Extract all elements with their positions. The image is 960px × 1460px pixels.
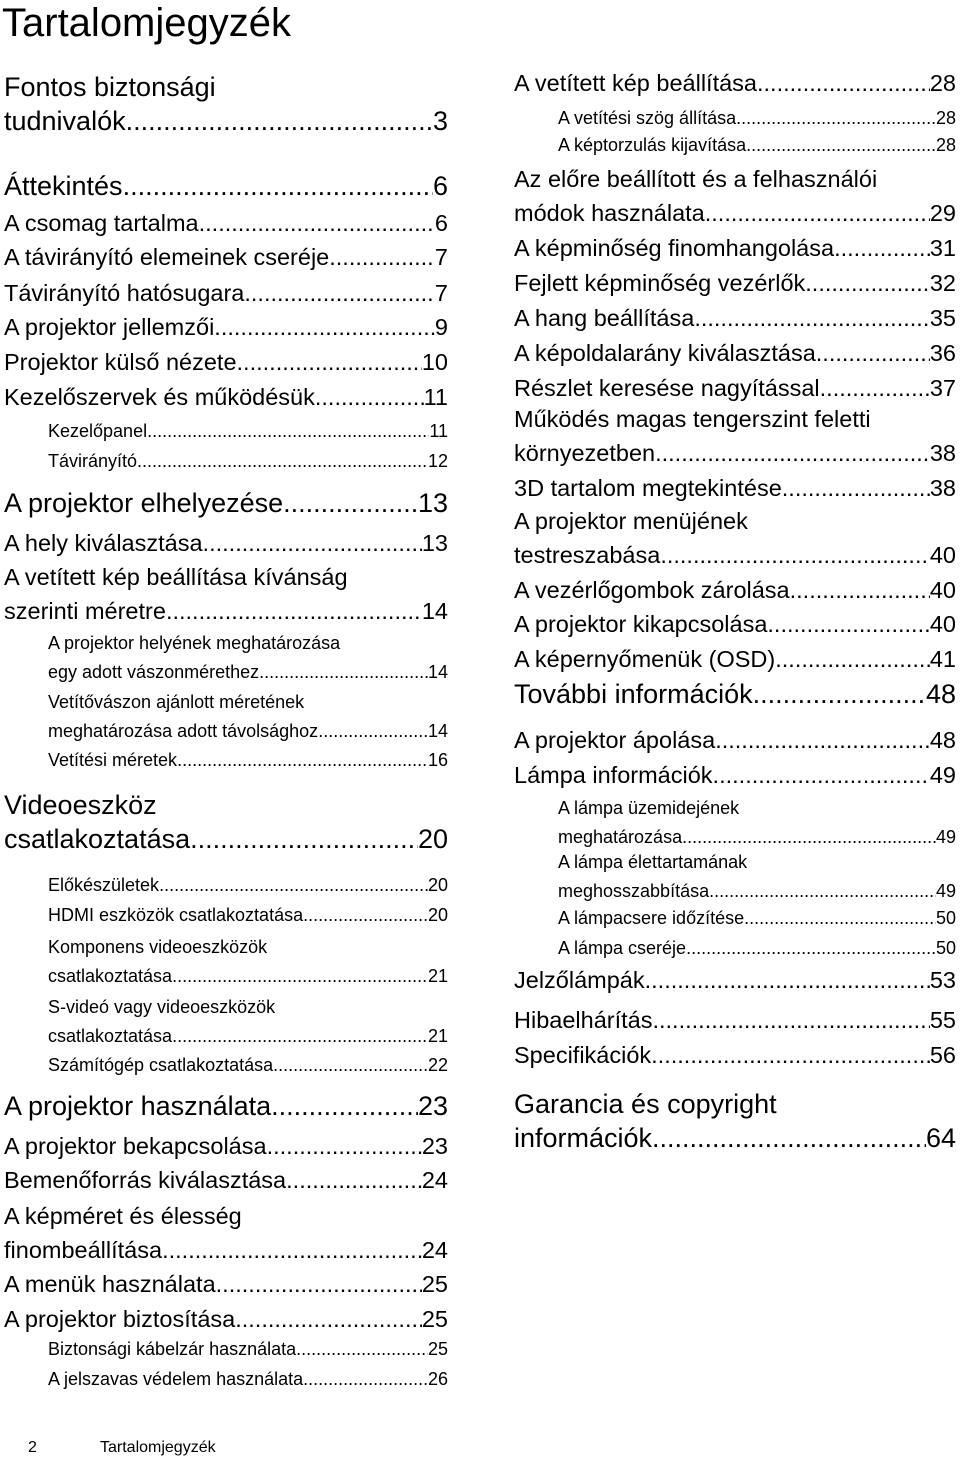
toc-entry-garancia-es-copyright-informaciok[interactable]	[514, 1087, 956, 1155]
dot-leader	[190, 822, 418, 856]
toc-page-number: 40	[929, 542, 956, 568]
toc-entry-a-projektor-kikapcsolasa[interactable]	[514, 607, 956, 641]
toc-page-number: 48	[925, 679, 956, 709]
dot-leader	[159, 871, 428, 900]
toc-page-number: 21	[427, 966, 448, 986]
toc-page-number: 37	[929, 375, 956, 401]
toc-entry-a-kepernyomenuk-osd[interactable]	[514, 642, 956, 676]
footer-section-title: Tartalomjegyzék	[100, 1439, 216, 1456]
dot-leader	[694, 301, 930, 335]
toc-entry-title: Számítógép csatlakoztatása	[48, 1055, 274, 1075]
toc-entry-title: A menük használata	[4, 1271, 216, 1297]
toc-page-number: 23	[417, 1091, 448, 1121]
dot-leader	[686, 934, 936, 963]
toc-entry-az-elore-beallitott-es-a-felhasznaloi-mo[interactable]	[514, 162, 956, 230]
toc-entry-a-projektor-helyenek-meghatarozasa-egy-a[interactable]	[4, 629, 448, 687]
toc-page-number: 23	[421, 1133, 448, 1159]
toc-page-number: 56	[929, 1042, 956, 1068]
dot-leader	[652, 1121, 926, 1155]
toc-entry-title: Vetítési méretek	[48, 750, 178, 770]
toc-page-number: 20	[427, 875, 448, 895]
toc-entry-title: A képernyőmenük (OSD)	[514, 646, 776, 672]
dot-leader	[757, 66, 930, 100]
toc-entry-title: A projektor használata	[4, 1091, 272, 1121]
toc-entry-title: Kezelőpanel	[48, 421, 148, 441]
toc-entry-title: A lámpa üzemidejének	[558, 798, 740, 818]
toc-entry-title: A jelszavas védelem használata	[48, 1369, 304, 1389]
toc-page-number: 38	[929, 440, 956, 466]
dot-leader	[767, 607, 929, 641]
toc-page-number: 29	[929, 200, 956, 226]
toc-entry-title: csatlakoztatása	[48, 966, 173, 986]
dot-leader	[816, 336, 930, 370]
toc-entry-a-projektor-bekapcsolasa[interactable]	[4, 1129, 448, 1163]
dot-leader	[315, 380, 424, 414]
toc-entry-fejlett-kepminoseg-vezerlok[interactable]	[514, 266, 956, 300]
toc-entry-title: Bemenőforrás kiválasztása	[4, 1167, 287, 1193]
toc-entry-title: Komponens videoeszközök	[48, 937, 268, 957]
toc-entry-title: A távirányító elemeinek cseréje	[4, 244, 330, 270]
toc-entry-title: meghatározása adott távolsághoz	[48, 721, 319, 741]
toc-entry-szamitogep-csatlakoztatasa[interactable]	[4, 1051, 448, 1080]
footer-page-number: 2	[28, 1439, 37, 1456]
toc-entry-title: Jelzőlámpák	[514, 967, 645, 993]
dot-leader	[273, 1051, 428, 1080]
dot-leader	[790, 573, 930, 607]
toc-entry-jelzolampak[interactable]	[514, 963, 956, 997]
toc-page-number: 24	[421, 1167, 448, 1193]
toc-entry-title: Projektor külső nézete	[4, 349, 237, 375]
toc-entry-title: A hang beállítása	[514, 305, 695, 331]
toc-entry-title: A képtorzulás kijavítása	[558, 135, 747, 155]
toc-page-number: 50	[935, 938, 956, 958]
toc-entry-title: A projektor jellemzői	[4, 314, 215, 340]
toc-entry-title: Működés magas tengerszint feletti	[514, 406, 871, 432]
toc-entry-title: A vetített kép beállítása kívánság	[4, 564, 348, 590]
toc-page-number: 41	[929, 646, 956, 672]
toc-entry-videoeszkoz-csatlakoztatasa[interactable]	[4, 788, 448, 856]
toc-entry-a-projektor-biztositasa[interactable]	[4, 1302, 448, 1336]
dot-leader	[318, 717, 428, 746]
toc-entry-title: HDMI eszközök csatlakoztatása	[48, 905, 304, 925]
toc-page-number: 32	[929, 270, 956, 296]
toc-entry-title: A projektor menüjének	[514, 508, 748, 534]
dot-leader	[303, 901, 428, 930]
toc-entry-title: A csomag tartalma	[4, 210, 199, 236]
toc-entry-title: A projektor biztosítása	[4, 1306, 236, 1332]
toc-entry-vetitesi-meretek[interactable]	[4, 746, 448, 775]
toc-entry-title: A projektor kikapcsolása	[514, 611, 768, 637]
toc-page-number: 22	[427, 1055, 448, 1075]
toc-page-number: 38	[929, 475, 956, 501]
toc-entry-title: A hely kiválasztása	[4, 530, 203, 556]
toc-entry-title: csatlakoztatása	[48, 1026, 173, 1046]
toc-page-number: 16	[427, 750, 448, 770]
dot-leader	[709, 877, 936, 906]
dot-leader	[137, 447, 428, 476]
toc-entry-title: Garancia és copyright	[514, 1089, 777, 1119]
toc-page-number: 36	[929, 340, 956, 366]
toc-entry-title: Részlet keresése nagyítással	[514, 375, 820, 401]
toc-page-number: 14	[421, 598, 448, 624]
toc-entry-title: 3D tartalom megtekintése	[514, 475, 782, 501]
toc-page-number: 14	[427, 662, 448, 682]
dot-leader	[652, 1003, 929, 1037]
toc-entry-title: A lámpacsere időzítése	[558, 908, 745, 928]
toc-entry-a-vetitett-kep-beallitasa-kivansag-szeri[interactable]	[4, 560, 448, 628]
dot-leader	[126, 104, 433, 138]
dot-leader	[820, 371, 930, 405]
toc-entry-title: Előkészületek	[48, 875, 160, 895]
toc-entry-title: Vetítővászon ajánlott méretének	[48, 692, 305, 712]
toc-page-number: 6	[432, 171, 448, 201]
toc-page-number: 48	[929, 727, 956, 753]
toc-entry-a-projektor-hasznalata[interactable]	[4, 1089, 448, 1123]
dot-leader	[715, 723, 930, 757]
toc-entry-a-projektor-menujenek-testreszabasa[interactable]	[514, 504, 956, 572]
toc-entry-title: További információk	[514, 679, 753, 709]
dot-leader	[259, 658, 428, 687]
dot-leader	[177, 746, 428, 775]
dot-leader	[244, 276, 435, 310]
toc-entry-a-hang-beallitasa[interactable]	[514, 301, 956, 335]
dot-leader	[267, 1129, 422, 1163]
toc-entry-biztonsagi-kabelzar-hasznalata[interactable]	[4, 1335, 448, 1364]
toc-page-number: 53	[929, 967, 956, 993]
toc-page-number: 14	[427, 721, 448, 741]
toc-entry-a-vetitett-kep-beallitasa[interactable]	[514, 66, 956, 100]
toc-entry-title: Fejlett képminőség vezérlők	[514, 270, 806, 296]
toc-entry-title: A projektor helyének meghatározása	[48, 633, 341, 653]
toc-page-number: 24	[421, 1237, 448, 1263]
toc-page-number: 13	[421, 530, 448, 556]
toc-page-number: 25	[427, 1339, 448, 1359]
dot-leader	[746, 131, 936, 160]
toc-entry-a-csomag-tartalma[interactable]	[4, 206, 448, 240]
toc-page-number: 28	[935, 108, 956, 128]
toc-page-number: 49	[935, 881, 956, 901]
toc-entry-a-keptorzulas-kijavitasa[interactable]	[514, 131, 956, 160]
toc-entry-title: meghosszabbítása	[558, 881, 710, 901]
toc-page-number: 13	[417, 488, 448, 518]
toc-entry-a-vetitesi-szog-allitasa[interactable]	[514, 104, 956, 133]
toc-page-number: 3	[432, 106, 448, 136]
toc-entry-hdmi-eszkozok-csatlakoztatasa[interactable]	[4, 901, 448, 930]
dot-leader	[147, 417, 429, 446]
dot-leader	[172, 962, 428, 991]
toc-entry-title: A képminőség finomhangolása	[514, 235, 835, 261]
toc-entry-specifikaciok[interactable]	[514, 1038, 956, 1072]
toc-entry-tovabbi-informaciok[interactable]	[514, 677, 956, 711]
toc-entry-title: A vezérlőgombok zárolása	[514, 577, 790, 603]
dot-leader	[651, 1038, 930, 1072]
toc-entry-title: Az előre beállított és a felhasználói	[514, 166, 878, 192]
toc-page-number: 55	[929, 1007, 956, 1033]
toc-page-number: 12	[427, 451, 448, 471]
toc-entry-hibaelharitas[interactable]	[514, 1003, 956, 1037]
toc-entry-title: tudnivalók	[4, 106, 126, 136]
toc-page-number: 64	[925, 1123, 956, 1153]
toc-page-number: 11	[429, 421, 448, 441]
toc-entry-s-video-vagy-videoeszkozok-csatlakoztata[interactable]	[4, 993, 448, 1051]
toc-entry-a-hely-kivalasztasa[interactable]	[4, 526, 448, 560]
dot-leader	[775, 642, 930, 676]
toc-page-number: 26	[427, 1369, 448, 1389]
toc-entry-title: szerinti méretre	[4, 598, 166, 624]
toc-entry-title: Távirányító	[48, 451, 138, 471]
dot-leader	[172, 1022, 428, 1051]
toc-entry-3d-tartalom-megtekintese[interactable]	[514, 471, 956, 505]
toc-entry-elokeszuletek[interactable]	[4, 871, 448, 900]
toc-entry-title: testreszabása	[514, 542, 661, 568]
toc-entry-a-projektor-apolasa[interactable]	[514, 723, 956, 757]
toc-entry-kezelopanel[interactable]	[4, 417, 448, 446]
dot-leader	[203, 526, 422, 560]
dot-leader	[283, 486, 418, 520]
toc-entry-fontos-biztonsagi-tudnivalok[interactable]	[4, 70, 448, 138]
toc-entry-a-lampa-csereje[interactable]	[514, 934, 956, 963]
toc-entry-title: A képméret és élesség	[4, 1203, 242, 1229]
toc-page-number: 25	[421, 1271, 448, 1297]
toc-page-number: 7	[434, 280, 448, 306]
toc-entry-title: Áttekintés	[4, 171, 123, 201]
toc-entry-a-menuk-hasznalata[interactable]	[4, 1267, 448, 1301]
toc-page-number: 28	[935, 135, 956, 155]
toc-entry-title: A projektor ápolása	[514, 727, 716, 753]
toc-entry-title: Biztonsági kábelzár használata	[48, 1339, 297, 1359]
toc-entry-title: Távirányító hatósugara	[4, 280, 245, 306]
toc-page-number: 11	[423, 384, 448, 410]
toc-entry-title: S-videó vagy videoeszközök	[48, 997, 276, 1017]
toc-entry-projektor-kulso-nezete[interactable]	[4, 345, 448, 379]
toc-page-number: 31	[929, 235, 956, 261]
toc-entry-a-kepmeret-es-elesseg-finombeallitasa[interactable]	[4, 1199, 448, 1267]
dot-leader	[645, 963, 930, 997]
toc-entry-a-vezerlogombok-zarolasa[interactable]	[514, 573, 956, 607]
dot-leader	[744, 904, 936, 933]
toc-entry-title: finombeállítása	[4, 1237, 163, 1263]
toc-entry-title: A projektor elhelyezése	[4, 488, 284, 518]
dot-leader	[216, 1267, 422, 1301]
toc-page-number: 20	[417, 824, 448, 854]
toc-entry-bemenoforras-kivalasztasa[interactable]	[4, 1163, 448, 1197]
toc-entry-taviranyito-hatosugara[interactable]	[4, 276, 448, 310]
toc-entry-title: meghatározása	[558, 827, 683, 847]
toc-entry-title: Specifikációk	[514, 1042, 652, 1068]
toc-page-number: 49	[935, 827, 956, 847]
toc-entry-title: környezetben	[514, 440, 656, 466]
dot-leader	[162, 1233, 422, 1267]
toc-entry-attekintes[interactable]	[4, 169, 448, 203]
toc-page-number: 49	[929, 762, 956, 788]
dot-leader	[655, 436, 930, 470]
dot-leader	[705, 196, 930, 230]
toc-entry-a-jelszavas-vedelem-hasznalata[interactable]	[4, 1365, 448, 1394]
toc-page-number: 50	[935, 908, 956, 928]
toc-entry-title: A vetítési szög állítása	[558, 108, 737, 128]
dot-leader	[805, 266, 930, 300]
toc-page-number: 21	[427, 1026, 448, 1046]
toc-entry-reszlet-keresese-nagyitassal[interactable]	[514, 371, 956, 405]
dot-leader	[286, 1163, 422, 1197]
dot-leader	[834, 231, 930, 265]
toc-entry-title: A projektor bekapcsolása	[4, 1133, 267, 1159]
dot-leader	[237, 345, 422, 379]
toc-page-number: 25	[421, 1306, 448, 1332]
toc-entry-a-kepminoseg-finomhangolasa[interactable]	[514, 231, 956, 265]
toc-page-number: 7	[434, 244, 448, 270]
page-footer	[28, 1438, 216, 1458]
toc-entry-mukodes-magas-tengerszint-feletti-kornye[interactable]	[514, 402, 956, 470]
toc-page-number: 6	[434, 210, 448, 236]
toc-entry-a-projektor-elhelyezese[interactable]	[4, 486, 448, 520]
toc-entry-kezeloszervek-es-mukodesuk[interactable]	[4, 380, 448, 414]
toc-entry-komponens-videoeszkozok-csatlakoztatasa[interactable]	[4, 933, 448, 991]
dot-leader	[736, 104, 936, 133]
toc-entry-taviranyito[interactable]	[4, 447, 448, 476]
toc-entry-title: Kezelőszervek és működésük	[4, 384, 315, 410]
toc-entry-vetitovaszon-ajanlott-meretenek-meghatar[interactable]	[4, 688, 448, 746]
toc-page-number: 35	[929, 305, 956, 331]
toc-entry-title: Hibaelhárítás	[514, 1007, 653, 1033]
toc-entry-title: A lámpa cseréje	[558, 938, 687, 958]
dot-leader	[329, 240, 435, 274]
toc-entry-a-lampacsere-idozitese[interactable]	[514, 904, 956, 933]
toc-entry-a-lampa-uzemidejenek-meghatarozasa[interactable]	[514, 794, 956, 852]
toc-entry-title: módok használata	[514, 200, 705, 226]
dot-leader	[713, 758, 930, 792]
toc-entry-title: A vetített kép beállítása	[514, 70, 757, 96]
toc-entry-title: A képoldalarány kiválasztása	[514, 340, 816, 366]
toc-entry-title: csatlakoztatása	[4, 824, 191, 854]
dot-leader	[166, 594, 422, 628]
toc-entry-a-lampa-elettartamanak-meghosszabbitasa[interactable]	[514, 848, 956, 906]
dot-leader	[296, 1335, 428, 1364]
toc-entry-title: Videoeszköz	[4, 790, 157, 820]
toc-entry-title: Fontos biztonsági	[4, 72, 216, 102]
dot-leader	[214, 310, 435, 344]
dot-leader	[271, 1089, 418, 1123]
toc-entry-a-taviranyito-elemeinek-csereje[interactable]	[4, 240, 448, 274]
dot-leader	[782, 471, 930, 505]
toc-page-number: 10	[421, 349, 448, 375]
dot-leader	[303, 1365, 428, 1394]
dot-leader	[123, 169, 433, 203]
toc-entry-title: egy adott vászonmérethez	[48, 662, 260, 682]
toc-entry-title: információk	[514, 1123, 653, 1153]
toc-page-number: 40	[929, 577, 956, 603]
toc-entry-a-kepoldalarany-kivalasztasa[interactable]	[514, 336, 956, 370]
dot-leader	[199, 206, 435, 240]
toc-entry-title: A lámpa élettartamának	[558, 852, 748, 872]
toc-entry-a-projektor-jellemzoi[interactable]	[4, 310, 448, 344]
toc-page-number: 9	[434, 314, 448, 340]
page-title: Tartalomjegyzék	[2, 1, 292, 45]
dot-leader	[660, 538, 930, 572]
toc-page-number: 28	[929, 70, 956, 96]
toc-page-number: 20	[427, 905, 448, 925]
toc-entry-lampa-informaciok[interactable]	[514, 758, 956, 792]
dot-leader	[753, 677, 926, 711]
toc-page-number: 40	[929, 611, 956, 637]
toc-entry-title: Lámpa információk	[514, 762, 713, 788]
dot-leader	[235, 1302, 422, 1336]
